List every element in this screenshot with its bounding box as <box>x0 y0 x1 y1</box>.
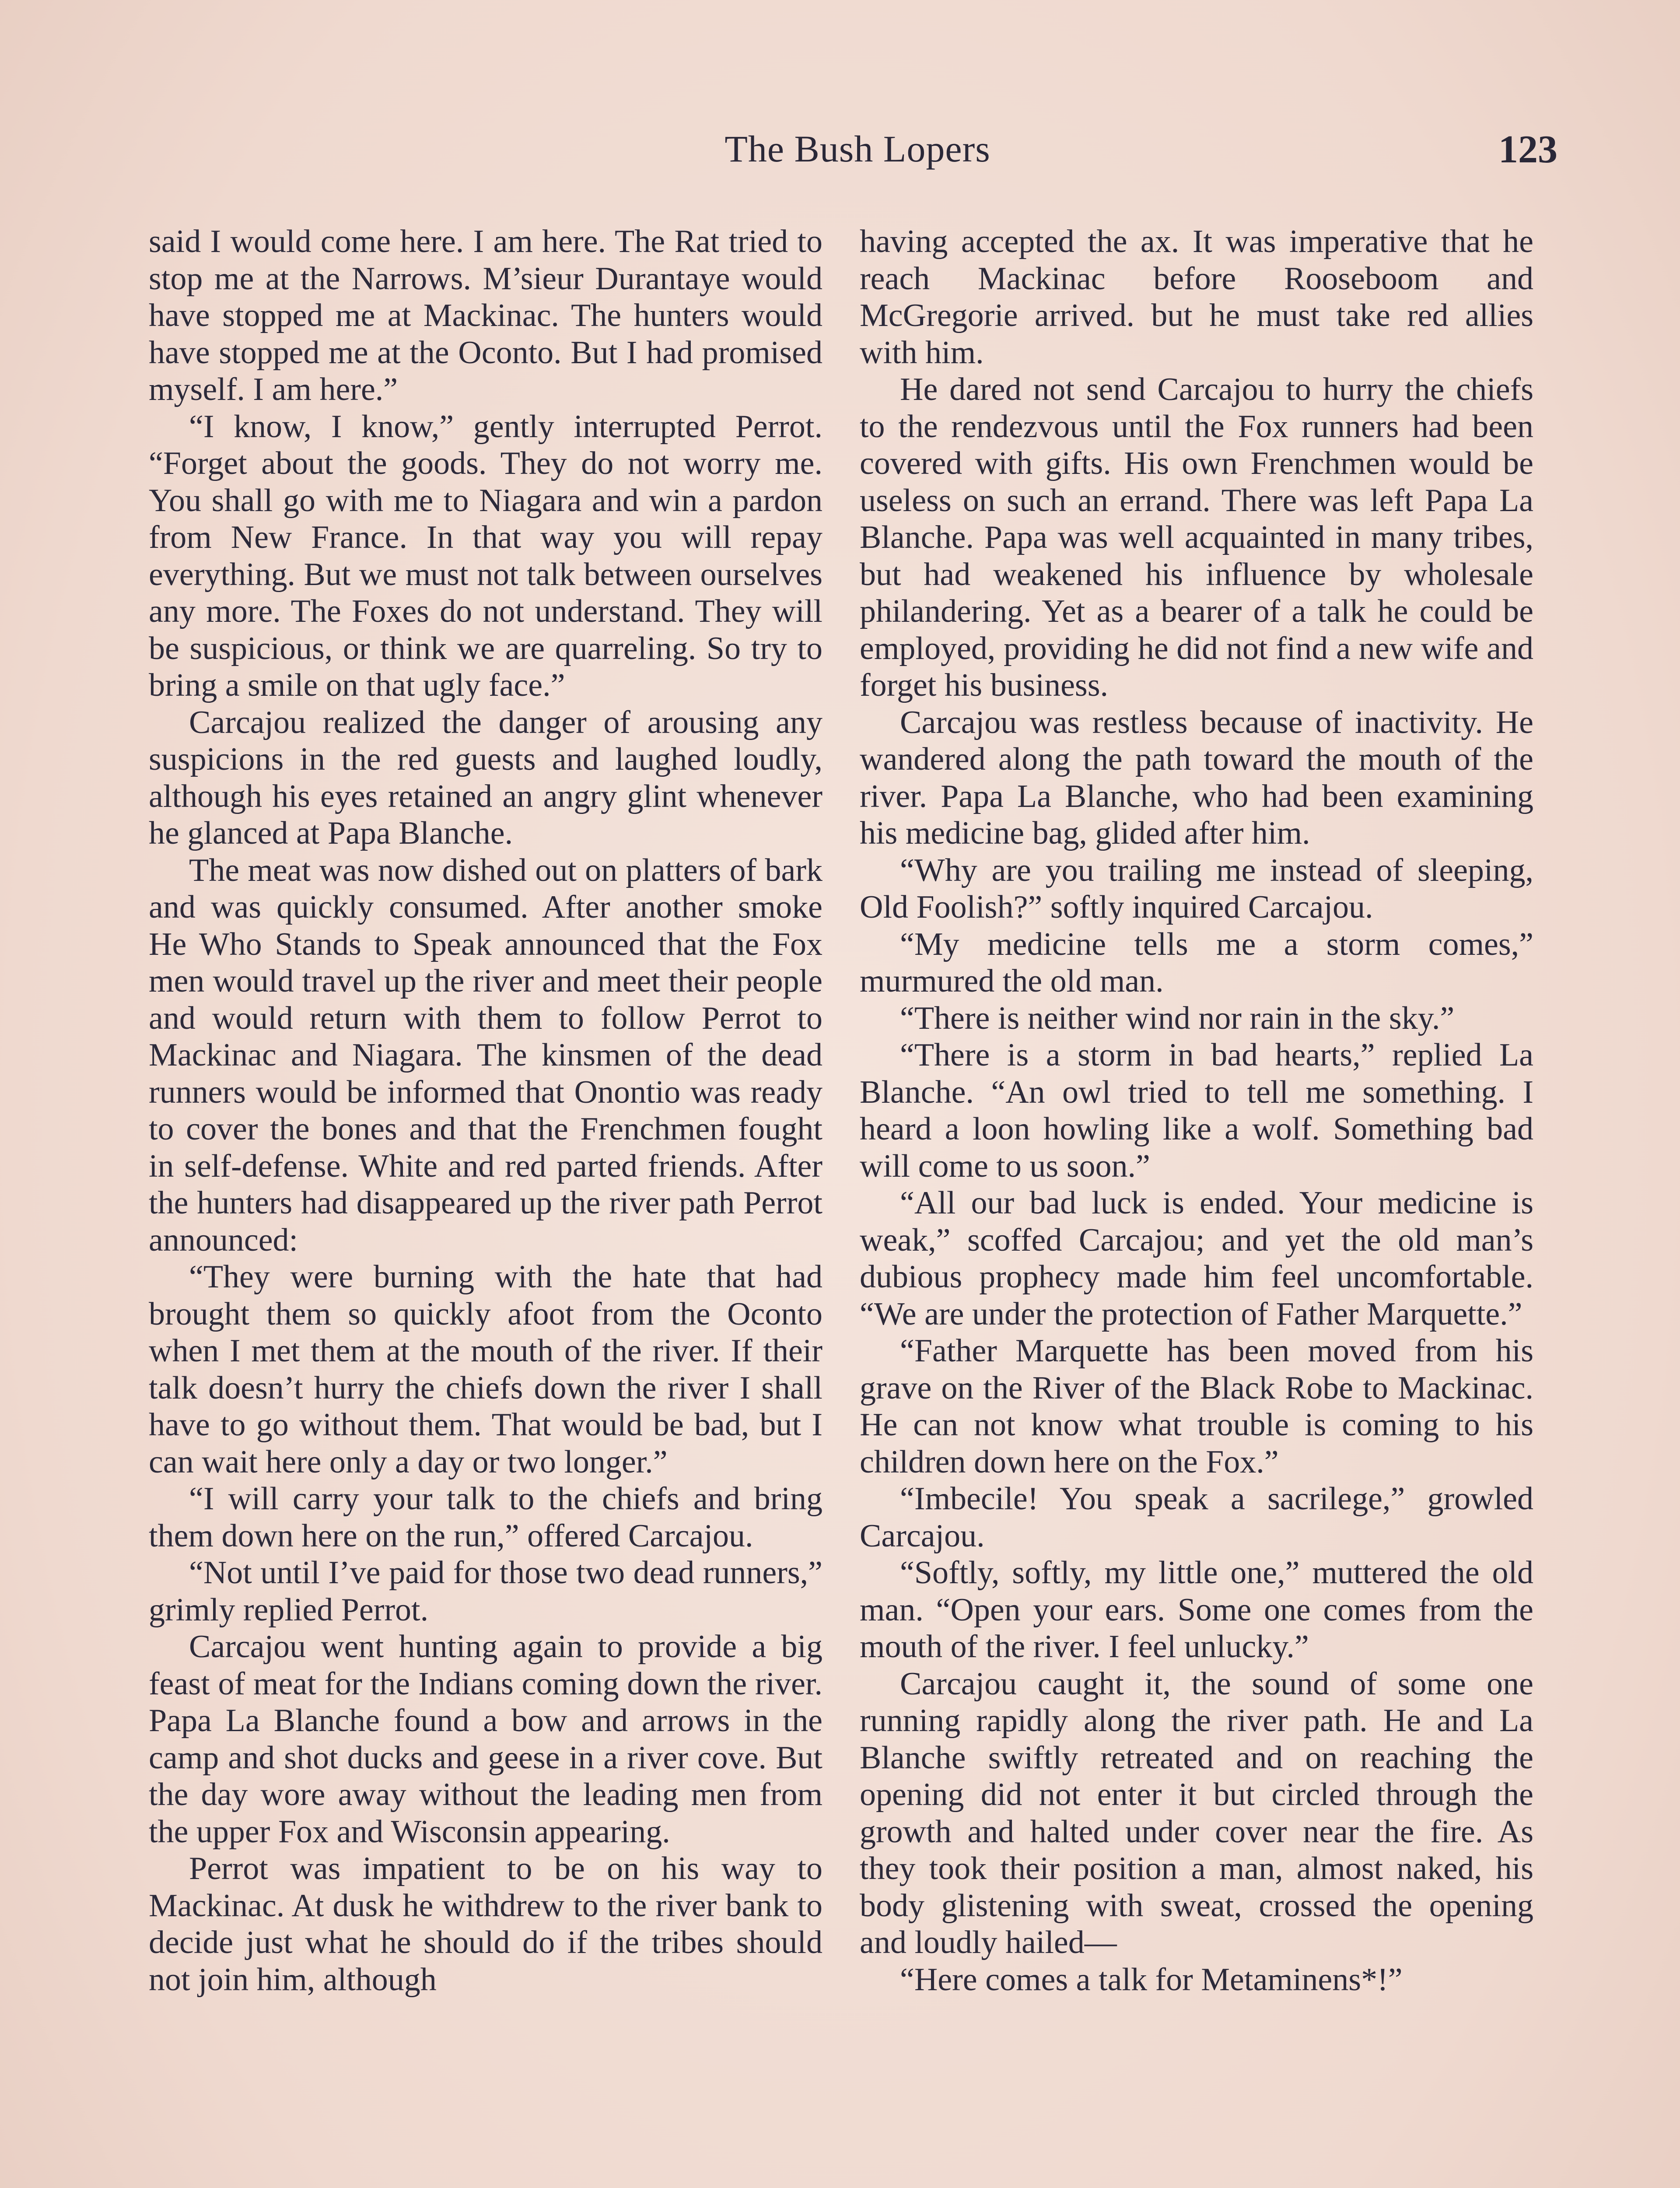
paragraph: Carcajou realized the danger of arousing any suspicions in the red guests and laughed loudly, although his eyes retained an angry glint whenever he glanced at Papa Blanche. <box>149 704 822 851</box>
paragraph: “Here comes a talk for Metaminens*!” <box>900 1961 1403 1998</box>
right-text-column <box>860 223 1533 1998</box>
paragraph: “All our bad luck is ended. Your medicine is weak,” scoffed Carcajou; and yet the old man’s dubious prophecy made him feel uncomfortable. “We are under the protection of Father Marquette.” <box>860 1185 1533 1332</box>
running-title: The Bush Lopers <box>724 128 990 170</box>
paragraph: Carcajou was restless because of inactivity. He wandered along the path toward the mouth of the river. Papa La Blanche, who had been examining his medicine bag, glided after him. <box>860 704 1533 851</box>
paragraph: “There is a storm in bad hearts,” replied La Blanche. “An owl tried to tell me something. I heard a loon howling like a wolf. Something bad will come to us soon.” <box>860 1037 1533 1184</box>
paragraph: having accepted the ax. It was imperative that he reach Mackinac before Rooseboom and McGregorie arrived. but he must take red allies with him. <box>860 224 1533 371</box>
paragraph: “I know, I know,” gently interrupted Perrot. “Forget about the goods. They do not worry me. You shall go with me to Niagara and win a pardon from New France. In that way you will repay everything. But we must not talk between ourselves any more. The Foxes do not understand. They will be suspicious, or think we are quarreling. So try to bring a smile on that ugly face.” <box>149 408 822 703</box>
paragraph: “There is neither wind nor rain in the sky.” <box>900 1000 1455 1036</box>
paragraph: Perrot was impatient to be on his way to Mackinac. At dusk he withdrew to the river bank to decide just what he should do if the tribes should not join him, although <box>149 1851 822 1998</box>
paragraph: “My medicine tells me a storm comes,” murmured the old man. <box>860 926 1533 999</box>
paragraph: “Father Marquette has been moved from his grave on the River of the Black Robe to Mackinac. He can not know what trouble is coming to his children down here on the Fox.” <box>860 1333 1533 1480</box>
paragraph: “Why are you trailing me instead of sleeping, Old Foolish?” softly inquired Carcajou. <box>860 852 1533 925</box>
left-text-column <box>149 223 822 1998</box>
paragraph: said I would come here. I am here. The Rat tried to stop me at the Narrows. M’sieur Durantaye would have stopped me at Mackinac. The hunters would have stopped me at the Oconto. But I had promised myself. I am here.” <box>149 224 822 407</box>
paragraph: He dared not send Carcajou to hurry the chiefs to the rendezvous until the Fox runners had been covered with gifts. His own Frenchmen would be useless on such an errand. There was left Papa La Blanche. Papa was well acquainted in many tribes, but had weakened his influence by wholesale philandering. Yet as a bearer of a talk he could be employed, providing he did not find a new wife and forget his business. <box>860 372 1533 703</box>
paragraph: “Softly, softly, my little one,” muttered the old man. “Open your ears. Some one comes from the mouth of the river. I feel unlucky.” <box>860 1555 1533 1665</box>
paragraph: Carcajou caught it, the sound of some one running rapidly along the river path. He and La Blanche swiftly retreated and on reaching the opening did not enter it but circled through the growth and halted under cover near the fire. As they took their position a man, almost naked, his body glistening with sweat, crossed the opening and loudly hailed— <box>860 1666 1533 1960</box>
paragraph: “Not until I’ve paid for those two dead runners,” grimly replied Perrot. <box>149 1555 822 1628</box>
paragraph: “Imbecile! You speak a sacrilege,” growled Carcajou. <box>860 1481 1533 1554</box>
paragraph: “I will carry your talk to the chiefs and bring them down here on the run,” offered Carcajou. <box>149 1481 822 1554</box>
page-number: 123 <box>1498 128 1558 171</box>
page-header <box>144 127 1571 179</box>
paragraph: Carcajou went hunting again to provide a big feast of meat for the Indians coming down the river. Papa La Blanche found a bow and arrows in the camp and shot ducks and geese in a river cove. But the day wore away without the leading men from the upper Fox and Wisconsin appearing. <box>149 1629 822 1850</box>
paragraph: The meat was now dished out on platters of bark and was quickly consumed. After another smoke He Who Stands to Speak announced that the Fox men would travel up the river and meet their people and would return with them to follow Perrot to Mackinac and Niagara. The kinsmen of the dead runners would be informed that Onontio was ready to cover the bones and that the Frenchmen fought in self-defense. White and red parted friends. After the hunters had disappeared up the river path Perrot announced: <box>149 852 822 1258</box>
paragraph: “They were burning with the hate that had brought them so quickly afoot from the Oconto when I met them at the mouth of the river. If their talk doesn’t hurry the chiefs down the river I shall have to go without them. That would be bad, but I can wait here only a day or two longer.” <box>149 1259 822 1480</box>
